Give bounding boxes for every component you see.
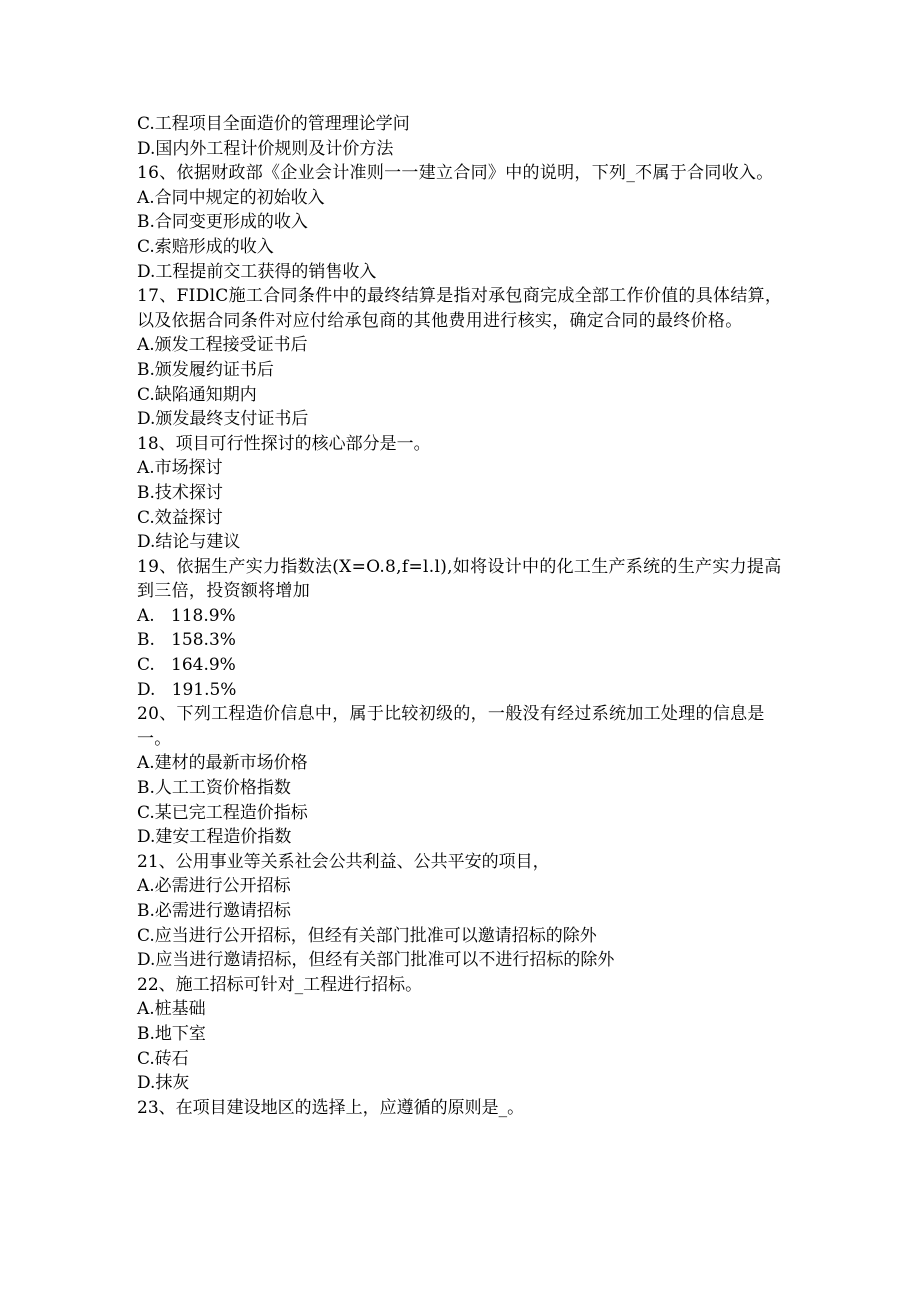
option-c-text: C.缺陷通知期内: [137, 384, 257, 405]
option-b-text: B.技术探讨: [137, 482, 223, 503]
option-d-text: D.颁发最终支付证书后: [137, 409, 309, 430]
option-a-text: A.桩基础: [137, 999, 206, 1020]
question-21: 21、公用事业等关系社会公共利益、公共平安的项目，: [137, 851, 550, 872]
question-18: 18、项目可行性探讨的核心部分是一。: [137, 433, 431, 454]
question-23: 23、在项目建设地区的选择上，应遵循的原则是_。: [137, 1097, 525, 1118]
option-c-text: C.索赔形成的收入: [137, 236, 274, 257]
option-b-text: B.人工工资价格指数: [137, 778, 291, 799]
option-c-text: C.工程项目全面造价的管理理论学问: [137, 114, 410, 134]
option-b-text: B.合同变更形成的收入: [137, 212, 308, 233]
question-20: 20、下列工程造价信息中，属于比较初级的，一般没有经过系统加工处理的信息是一。: [137, 704, 765, 749]
option-c-text: C.应当进行公开招标，但经有关部门批准可以邀请招标的除外: [137, 925, 597, 946]
question-22: 22、施工招标可针对_工程进行招标。: [137, 974, 423, 995]
option-a-text: A.必需进行公开招标: [137, 876, 291, 897]
option-d-text: D.建安工程造价指数: [137, 827, 292, 848]
option-d-text: D.工程提前交工获得的销售收入: [137, 261, 377, 282]
question-16: 16、依据财政部《企业会计准则一一建立合同》中的说明，下列_不属于合同收入。: [137, 163, 774, 184]
option-d-text: D.结论与建议: [137, 532, 241, 553]
option-b-text: B.必需进行邀请招标: [137, 901, 291, 921]
option-a-text: A.建材的最新市场价格: [137, 753, 308, 774]
option-b-text: B.地下室: [137, 1023, 206, 1044]
option-d-text: D.国内外工程计价规则及计价方法: [137, 138, 394, 159]
option-d-text: D.应当进行邀请招标，但经有关部门批准可以不进行招标的除外: [137, 950, 615, 971]
option-b-text: B.颁发履约证书后: [137, 359, 274, 380]
option-c-text: C.某已完工程造价指标: [137, 802, 308, 823]
option-c-text: C.砖石: [137, 1048, 189, 1069]
option-c-text: C.效益探讨: [137, 507, 223, 528]
option-a-text: A.合同中规定的初始收入: [137, 187, 325, 208]
option-a-text: A.市场探讨: [137, 458, 223, 479]
option-d-text: D.抹灰: [137, 1073, 190, 1094]
option-b-text: B. 158.3%: [137, 630, 236, 651]
question-19: 19、依据生产实力指数法(X=O.8,f=l.l),如将设计中的化工生产系统的生产实力提高到三倍，投资额将增加: [137, 556, 782, 602]
option-c-text: C. 164.9%: [137, 655, 236, 676]
document-body: [137, 112, 797, 1120]
option-d-text: D. 191.5%: [137, 679, 237, 700]
option-a-text: A.颁发工程接受证书后: [137, 335, 308, 356]
question-17: 17、FIDlC施工合同条件中的最终结算是指对承包商完成全部工作价值的具体结算，以及依据合同条件对应付给承包商的其他费用进行核实，确定合同的最终价格。: [137, 286, 783, 331]
option-a-text: A. 118.9%: [137, 605, 236, 626]
